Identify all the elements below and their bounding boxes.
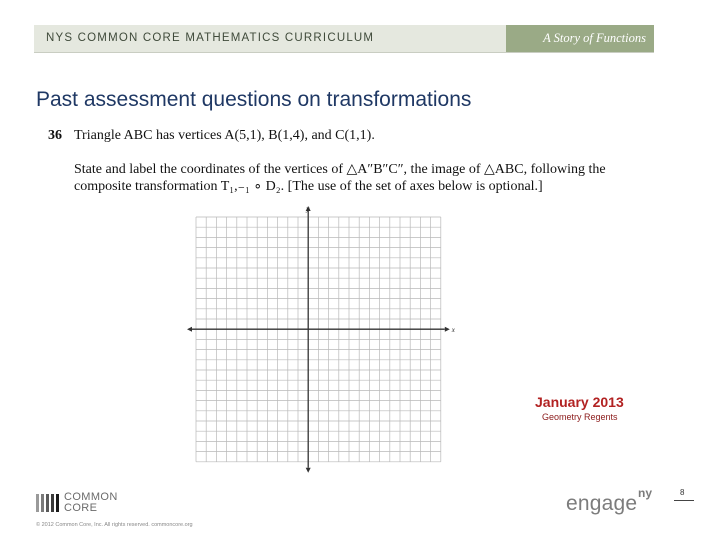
common-core-logo-icon	[36, 492, 60, 519]
module-title: A Story of Functions	[506, 25, 654, 52]
slide-title: Past assessment questions on transformations	[36, 88, 472, 111]
common-core-wordmark	[64, 492, 118, 514]
x-axis-label: x	[451, 326, 455, 335]
engageny-logo	[566, 486, 653, 516]
question-line-1: Triangle ABC has vertices A(5,1), B(1,4), and C(1,1).	[74, 128, 375, 143]
x-axis-arrow-left	[187, 327, 192, 332]
y-axis-arrow-bottom	[306, 468, 311, 473]
page-number: 8	[680, 488, 685, 497]
brand-name: engage	[566, 492, 638, 515]
grid-svg	[186, 205, 456, 473]
logo-line-1: COMMON	[64, 491, 118, 503]
question-number: 36	[48, 128, 62, 143]
question-line-2: State and label the coordinates of the vertices of △A″B″C″, the image of △ABC, following the	[74, 162, 606, 177]
coordinate-grid	[186, 205, 456, 478]
grid-lines	[196, 217, 441, 462]
y-axis-label: y	[306, 205, 310, 213]
header-band	[34, 25, 654, 53]
question-line-3: composite transformation T₁,₋₁ ∘ D₂. [The use of the set of axes below is optional.]	[74, 179, 543, 194]
logo-line-2: CORE	[64, 502, 98, 514]
curriculum-title: NYS COMMON CORE MATHEMATICS CURRICULUM	[46, 32, 375, 44]
exam-name: Geometry Regents	[542, 412, 618, 422]
page-number-rule	[674, 500, 694, 501]
brand-suffix: ny	[638, 486, 653, 500]
exam-date: January 2013	[535, 394, 624, 410]
x-axis-arrow-right	[445, 327, 450, 332]
copyright-notice: © 2012 Common Core, Inc. All rights reserved. commoncore.org	[36, 522, 193, 528]
